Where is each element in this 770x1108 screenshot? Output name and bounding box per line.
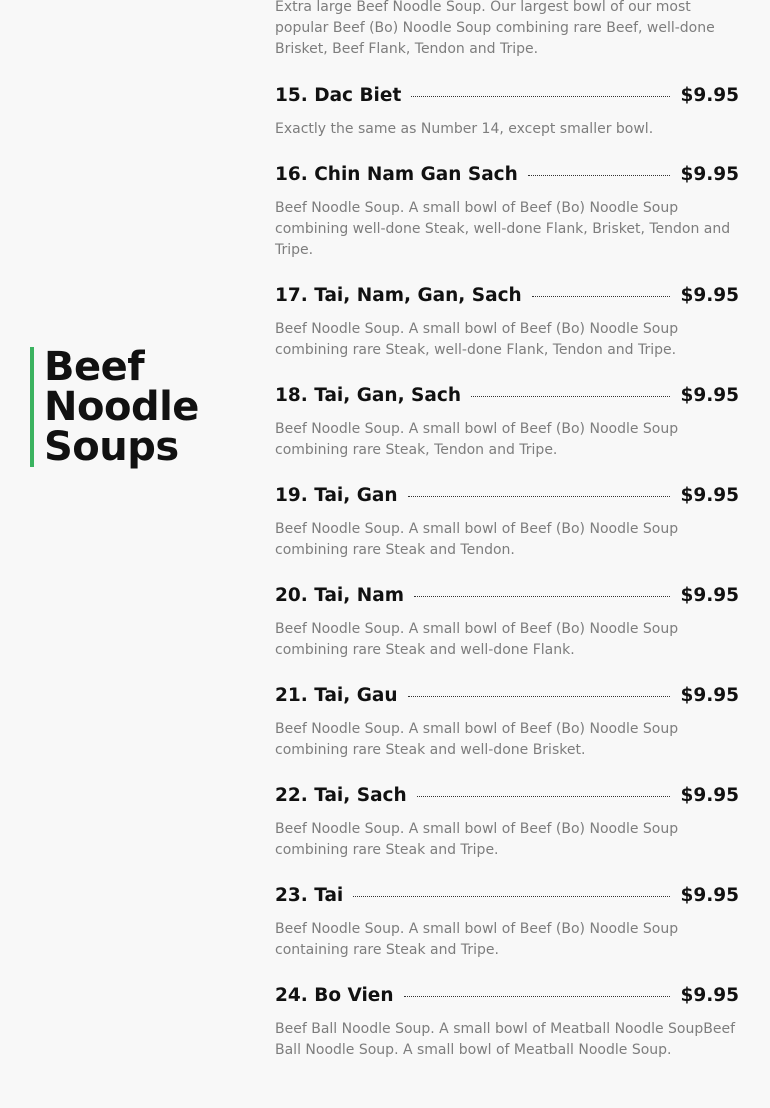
item-name: 21. Tai, Gau xyxy=(275,684,398,706)
menu-item-20 xyxy=(275,582,739,661)
item-price: $9.95 xyxy=(680,884,739,906)
item-price: $9.95 xyxy=(680,163,739,185)
item-name: 24. Bo Vien xyxy=(275,984,394,1006)
item-description: Beef Noodle Soup. A small bowl of Beef (Bo) Noodle Soup combining rare Steak, well-done Flank, Tendon and Tripe. xyxy=(275,321,679,358)
item-price: $9.95 xyxy=(680,284,739,306)
item-price: $9.95 xyxy=(680,784,739,806)
dotted-leader xyxy=(414,596,670,597)
item-price: $9.95 xyxy=(680,484,739,506)
item-description: Beef Noodle Soup. A small bowl of Beef (Bo) Noodle Soup combining rare Steak and well-done Flank. xyxy=(275,621,679,658)
item-price: $9.95 xyxy=(680,584,739,606)
item-price: $9.95 xyxy=(680,684,739,706)
item-14-description: Extra large Beef Noodle Soup. Our largest bowl of our most popular Beef (Bo) Noodle Soup combining rare Beef, well-done Brisket, Beef Flank, Tendon and Tripe. xyxy=(275,0,715,57)
item-description: Exactly the same as Number 14, except smaller bowl. xyxy=(275,121,654,137)
menu-item-17 xyxy=(275,282,739,361)
item-description: Beef Ball Noodle Soup. A small bowl of Meatball Noodle SoupBeef Ball Noodle Soup. A small bowl of Meatball Noodle Soup. xyxy=(275,1021,736,1058)
item-description: Beef Noodle Soup. A small bowl of Beef (Bo) Noodle Soup containing rare Steak and Tripe. xyxy=(275,921,679,958)
item-name: 19. Tai, Gan xyxy=(275,484,398,506)
item-name: 17. Tai, Nam, Gan, Sach xyxy=(275,284,522,306)
section-title: Beef Noodle Soups xyxy=(44,344,199,470)
section-heading xyxy=(30,344,199,470)
item-price: $9.95 xyxy=(680,84,739,106)
item-price: $9.95 xyxy=(680,984,739,1006)
item-price: $9.95 xyxy=(680,384,739,406)
item-name: 18. Tai, Gan, Sach xyxy=(275,384,461,406)
item-name: 22. Tai, Sach xyxy=(275,784,407,806)
dotted-leader xyxy=(404,996,671,997)
menu-item-24 xyxy=(275,982,739,1061)
dotted-leader xyxy=(528,175,671,176)
item-description: Beef Noodle Soup. A small bowl of Beef (Bo) Noodle Soup combining rare Steak and Tendon. xyxy=(275,521,679,558)
dotted-leader xyxy=(353,896,670,897)
menu-item-21 xyxy=(275,682,739,761)
item-name: 20. Tai, Nam xyxy=(275,584,404,606)
dotted-leader xyxy=(532,296,671,297)
dotted-leader xyxy=(408,496,671,497)
menu-item-19 xyxy=(275,482,739,561)
menu-item-15 xyxy=(275,82,739,140)
dotted-leader xyxy=(411,96,670,97)
dotted-leader xyxy=(417,796,671,797)
item-description: Beef Noodle Soup. A small bowl of Beef (Bo) Noodle Soup combining well-done Steak, well-done Flank, Brisket, Tendon and Tripe. xyxy=(275,200,731,258)
item-name: 15. Dac Biet xyxy=(275,84,402,106)
item-description: Beef Noodle Soup. A small bowl of Beef (Bo) Noodle Soup combining rare Steak and Tripe. xyxy=(275,821,679,858)
item-name: 23. Tai xyxy=(275,884,344,906)
item-description: Beef Noodle Soup. A small bowl of Beef (Bo) Noodle Soup combining rare Steak and well-done Brisket. xyxy=(275,721,679,758)
item-name: 16. Chin Nam Gan Sach xyxy=(275,163,518,185)
menu-item-22 xyxy=(275,782,739,861)
dotted-leader xyxy=(471,396,670,397)
menu-item-16 xyxy=(275,161,739,261)
menu-item-23 xyxy=(275,882,739,961)
menu-item-18 xyxy=(275,382,739,461)
dotted-leader xyxy=(408,696,671,697)
item-description: Beef Noodle Soup. A small bowl of Beef (Bo) Noodle Soup combining rare Steak, Tendon and Tripe. xyxy=(275,421,679,458)
